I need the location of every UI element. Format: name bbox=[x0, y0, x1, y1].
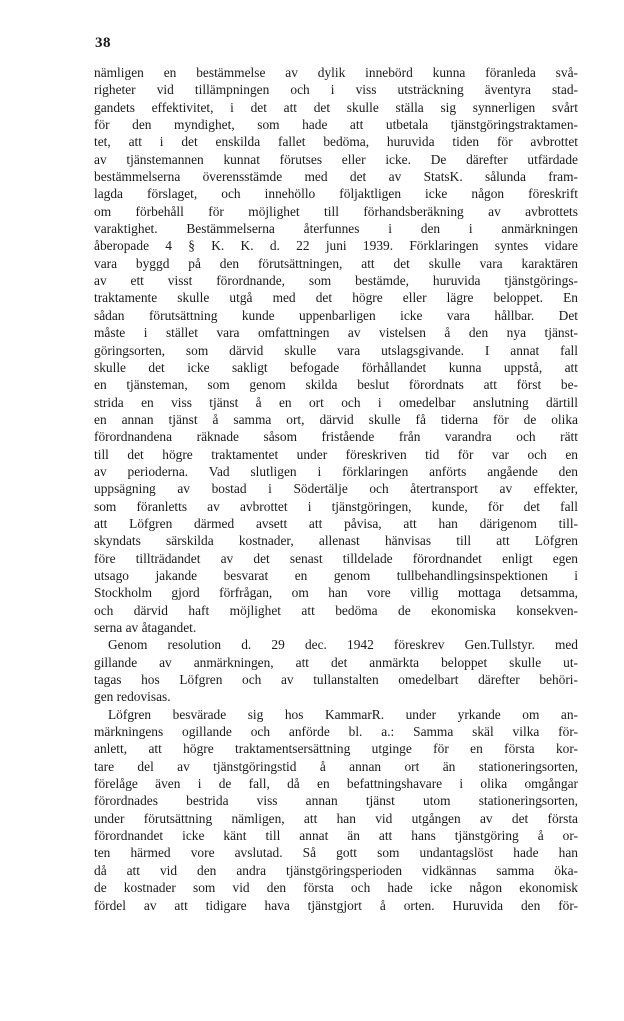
text-line: och därvid haft möjlighet att bedöma de ekonomiska konsekven- bbox=[94, 602, 578, 618]
text-line: righeter vid tillämpningen och i viss utsträckning äventyra stad- bbox=[94, 82, 578, 98]
text-line: tagas hos Löfgren och av tullanstalten omedelbart därefter behöri- bbox=[94, 672, 578, 688]
text-line: utsago jakande besvarat en genom tullbehandlingsinspektionen i bbox=[94, 567, 578, 583]
text-line: förordnandet icke känt till annat än att hans tjänstgöring å or- bbox=[94, 828, 578, 844]
text-line: gandets effektivitet, i det att det skulle ställa sig synnerligen svårt bbox=[94, 99, 578, 115]
text-line: Löfgren besvärade sig hos KammarR. under yrkande om an- bbox=[108, 706, 578, 722]
paragraph-2 bbox=[94, 636, 578, 705]
text-line: varaktighet. Bestämmelserna återfunnes i den i anmärkningen bbox=[94, 221, 578, 237]
text-line: att Löfgren därmed avsett att påvisa, att han därigenom till- bbox=[94, 515, 578, 531]
text-line: en annan tjänst å samma ort, därvid skulle få tiderna för de olika bbox=[94, 411, 578, 427]
text-line: göringsorten, som därvid skulle vara utslagsgivande. I annat fall bbox=[94, 342, 578, 358]
page-number: 38 bbox=[95, 35, 111, 51]
text-line: Stockholm gjord förfrågan, om han vore villig mottaga detsamma, bbox=[94, 585, 578, 601]
text-line: strida en viss tjänst å en ort och i omedelbar anslutning därtill bbox=[94, 394, 578, 410]
text-line: märkningens ogillande och anförde bl. a.: Samma skäl vilka för- bbox=[94, 724, 578, 740]
text-line: gen redovisas. bbox=[94, 689, 171, 705]
text-line: förelåge även i de fall, då en befattningshavare i olika omgångar bbox=[94, 776, 578, 792]
text-line: före tillträdandet av det senast tilldelade förordnandet enligt egen bbox=[94, 550, 578, 566]
body-text bbox=[94, 64, 578, 914]
text-line: Genom resolution d. 29 dec. 1942 föreskrev Gen.Tullstyr. med bbox=[108, 637, 578, 653]
text-line: anlett, att högre traktamentsersättning utginge för en första kor- bbox=[94, 741, 578, 757]
text-line: av tjänstemannen kunnat förutses eller icke. De därefter utfärdade bbox=[94, 151, 578, 167]
text-line: vara byggd på den förutsättningen, att det skulle vara karaktären bbox=[94, 255, 578, 271]
text-line: måste i stället vara omfattningen av vistelsen å den nya tjänst- bbox=[94, 325, 578, 341]
text-line: skyndats särskilda kostnader, allenast hänvisas till att Löfgren bbox=[94, 533, 578, 549]
text-line: en tjänsteman, som genom skilda beslut förordnats att först be- bbox=[94, 377, 578, 393]
text-line: förordnades bestrida viss annan tjänst utom stationeringsorten, bbox=[94, 793, 578, 809]
paragraph-3 bbox=[94, 706, 578, 914]
text-line: av ett visst förordnande, som bestämde, huruvida tjänstgörings- bbox=[94, 273, 578, 289]
text-line: fördel av att tidigare hava tjänstgjort å orten. Huruvida den för- bbox=[94, 897, 578, 913]
text-line: förordnandena räknade såsom fristående från varandra och rätt bbox=[94, 429, 578, 445]
text-line: ten härmed vore avslutad. Så gott som undantagslöst hade han bbox=[94, 845, 578, 861]
text-line: gillande av anmärkningen, att det anmärkta beloppet skulle ut- bbox=[94, 654, 578, 670]
text-line: nämligen en bestämmelse av dylik innebörd kunna föranleda svå- bbox=[94, 65, 578, 80]
text-line: de kostnader som vid den första och hade icke någon ekonomisk bbox=[94, 880, 578, 896]
text-line: av perioderna. Vad slutligen i förklaringen anförts angående den bbox=[94, 463, 578, 479]
text-line: om förbehåll för möjlighet till förhandsberäkning av avbrottets bbox=[94, 203, 578, 219]
text-line: skulle det icke sakligt befogade förhållandet kunna uppstå, att bbox=[94, 359, 578, 375]
text-line: åberopade 4 § K. K. d. 22 juni 1939. Förklaringen syntes vidare bbox=[94, 238, 578, 254]
paragraph-1 bbox=[94, 64, 578, 636]
text-line: traktamente skulle utgå med det högre eller lägre beloppet. En bbox=[94, 290, 578, 306]
text-line: bestämmelserna överensstämde med det av StatsK. sålunda fram- bbox=[94, 169, 578, 185]
text-line: till det högre traktamentet under föreskriven tid för var och en bbox=[94, 446, 578, 462]
text-line: då att vid den andra tjänstgöringsperioden vidkännas samma öka- bbox=[94, 862, 578, 878]
text-line: för den myndighet, som hade att utbetala tjänstgöringstraktamen- bbox=[94, 117, 578, 133]
text-line: under förutsättning nämligen, att han vid utgången av det första bbox=[94, 810, 578, 826]
text-line: lagda förslaget, och innehöllo följaktligen icke någon föreskrift bbox=[94, 186, 578, 202]
text-line: sådan förutsättning kunde uppenbarligen icke vara hållbar. Det bbox=[94, 307, 578, 323]
text-line: tet, att i det enskilda fallet bedöma, huruvida tiden för avbrottet bbox=[94, 134, 578, 150]
text-line: tare del av tjänstgöringstid å annan ort än stationeringsorten, bbox=[94, 758, 578, 774]
text-line: serna av åtagandet. bbox=[94, 620, 197, 635]
text-line: uppsägning av bostad i Södertälje och återtransport av effekter, bbox=[94, 481, 578, 497]
text-line: som föranletts av avbrottet i tjänstgöringen, kunde, för det fall bbox=[94, 498, 578, 514]
